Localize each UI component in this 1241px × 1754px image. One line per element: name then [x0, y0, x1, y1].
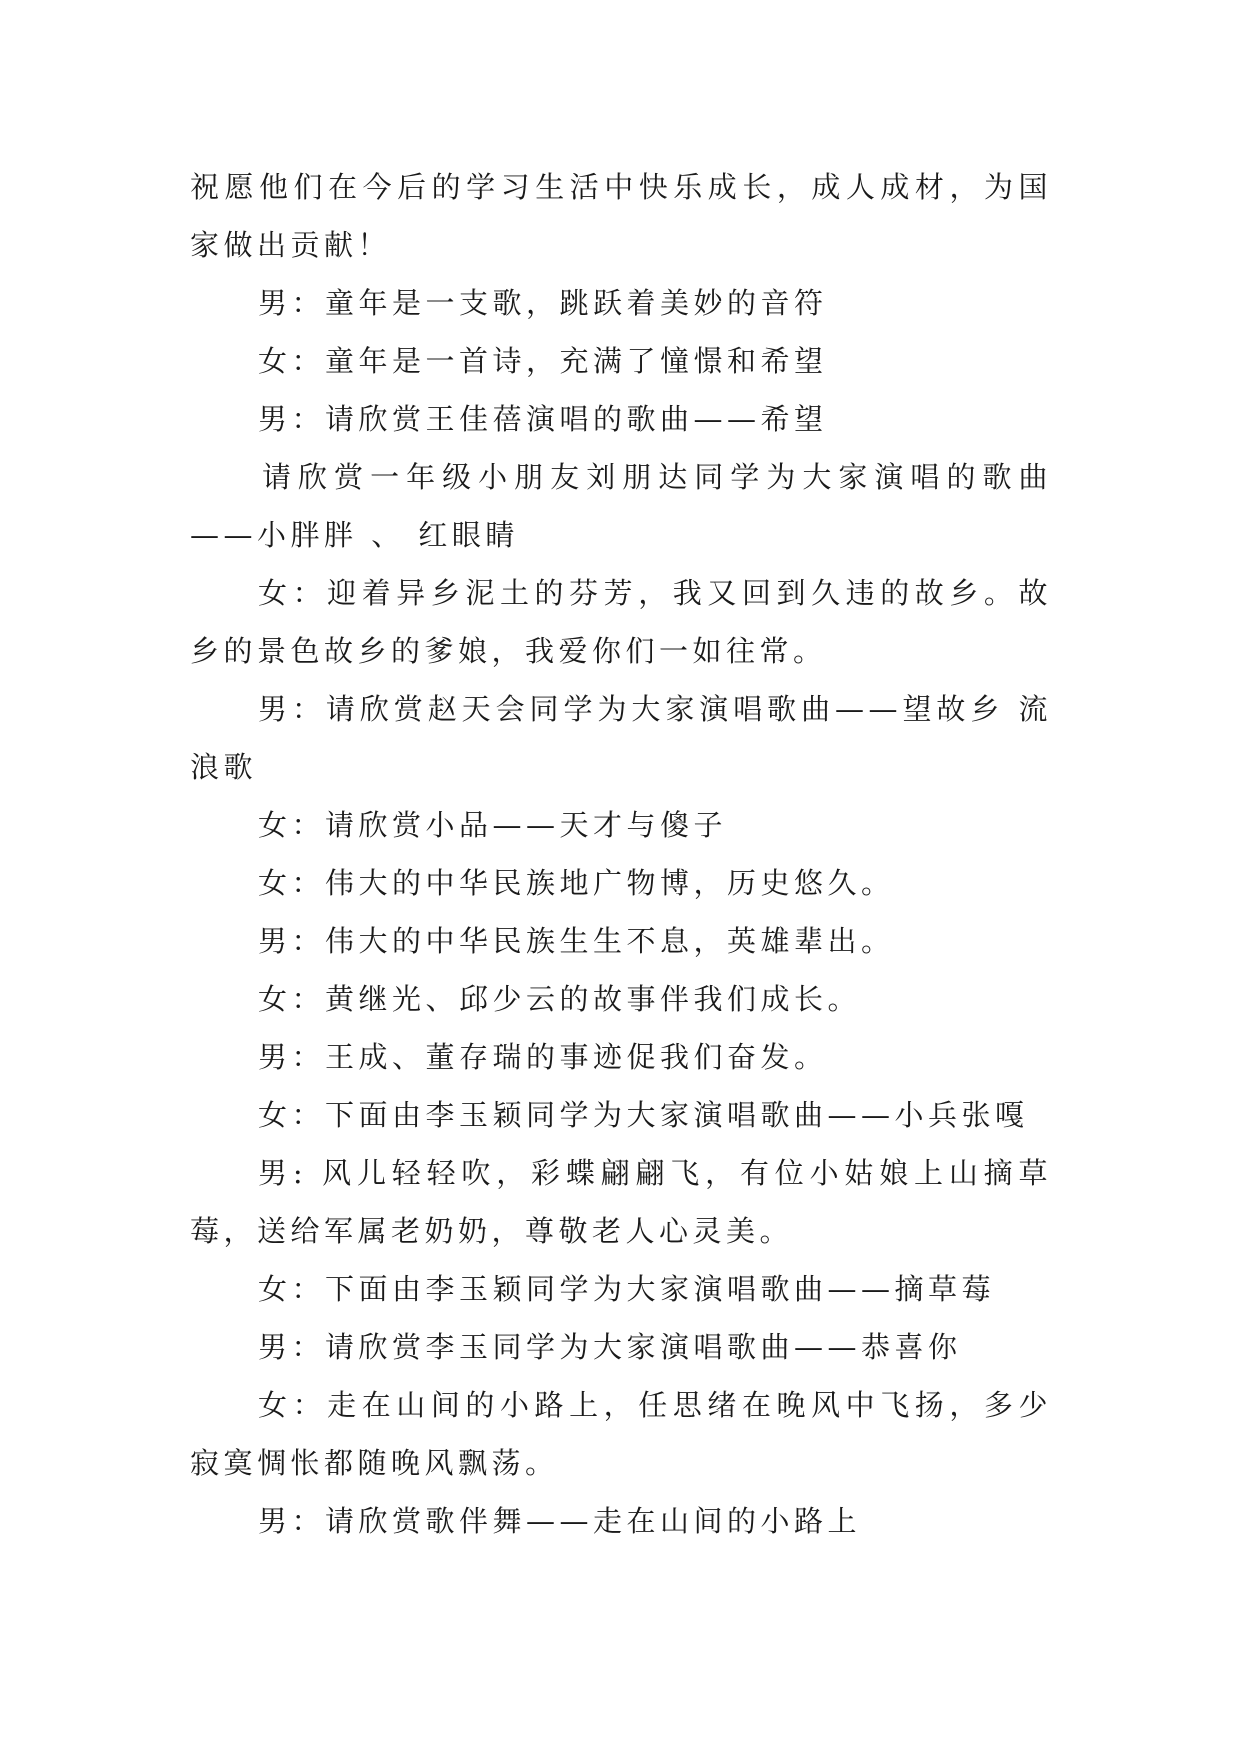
- paragraph-dialogue: 女：迎着异乡泥土的芬芳，我又回到久违的故乡。故乡的景色故乡的爹娘，我爱你们一如往常。: [190, 576, 1052, 668]
- paragraph-dialogue: 女：黄继光、邱少云的故事伴我们成长。: [258, 982, 862, 1016]
- paragraph-dialogue: 男：请欣赏王佳蓓演唱的歌曲——希望: [258, 402, 828, 436]
- paragraph-dialogue: 男: 风儿轻轻吹，彩蝶翩翩飞，有位小姑娘上山摘草莓，送给军属老奶奶，尊敬老人心灵美。: [190, 1156, 1052, 1248]
- document-body: [190, 158, 1052, 1550]
- paragraph-dialogue: 女：伟大的中华民族地广物博，历史悠久。: [258, 866, 895, 900]
- paragraph-dialogue: 男：伟大的中华民族生生不息，英雄辈出。: [258, 924, 895, 958]
- paragraph-dialogue: 男：请欣赏赵天会同学为大家演唱歌曲——望故乡 流浪歌: [190, 692, 1052, 784]
- paragraph-dialogue: 男：童年是一支歌，跳跃着美妙的音符: [258, 286, 828, 320]
- paragraph-dialogue: 女：走在山间的小路上，任思绪在晚风中飞扬，多少寂寞惆怅都随晚风飘荡。: [190, 1388, 1052, 1480]
- paragraph-dialogue: 女：童年是一首诗，充满了憧憬和希望: [258, 344, 828, 378]
- paragraph-closing-wish: 祝愿他们在今后的学习生活中快乐成长，成人成材，为国家做出贡献！: [190, 170, 1052, 262]
- paragraph-announcement: 请欣赏一年级小朋友刘朋达同学为大家演唱的歌曲——小胖胖 、 红眼睛: [190, 460, 1052, 552]
- paragraph-dialogue: 男：请欣赏歌伴舞——走在山间的小路上: [258, 1504, 862, 1538]
- paragraph-dialogue: 女：下面由李玉颖同学为大家演唱歌曲——小兵张嘎: [258, 1098, 1029, 1132]
- paragraph-dialogue: 女：下面由李玉颖同学为大家演唱歌曲——摘草莓: [258, 1272, 996, 1306]
- paragraph-dialogue: 男：王成、董存瑞的事迹促我们奋发。: [258, 1040, 828, 1074]
- paragraph-dialogue: 男：请欣赏李玉同学为大家演唱歌曲——恭喜你: [258, 1330, 962, 1364]
- paragraph-dialogue: 女：请欣赏小品——天才与傻子: [258, 808, 728, 842]
